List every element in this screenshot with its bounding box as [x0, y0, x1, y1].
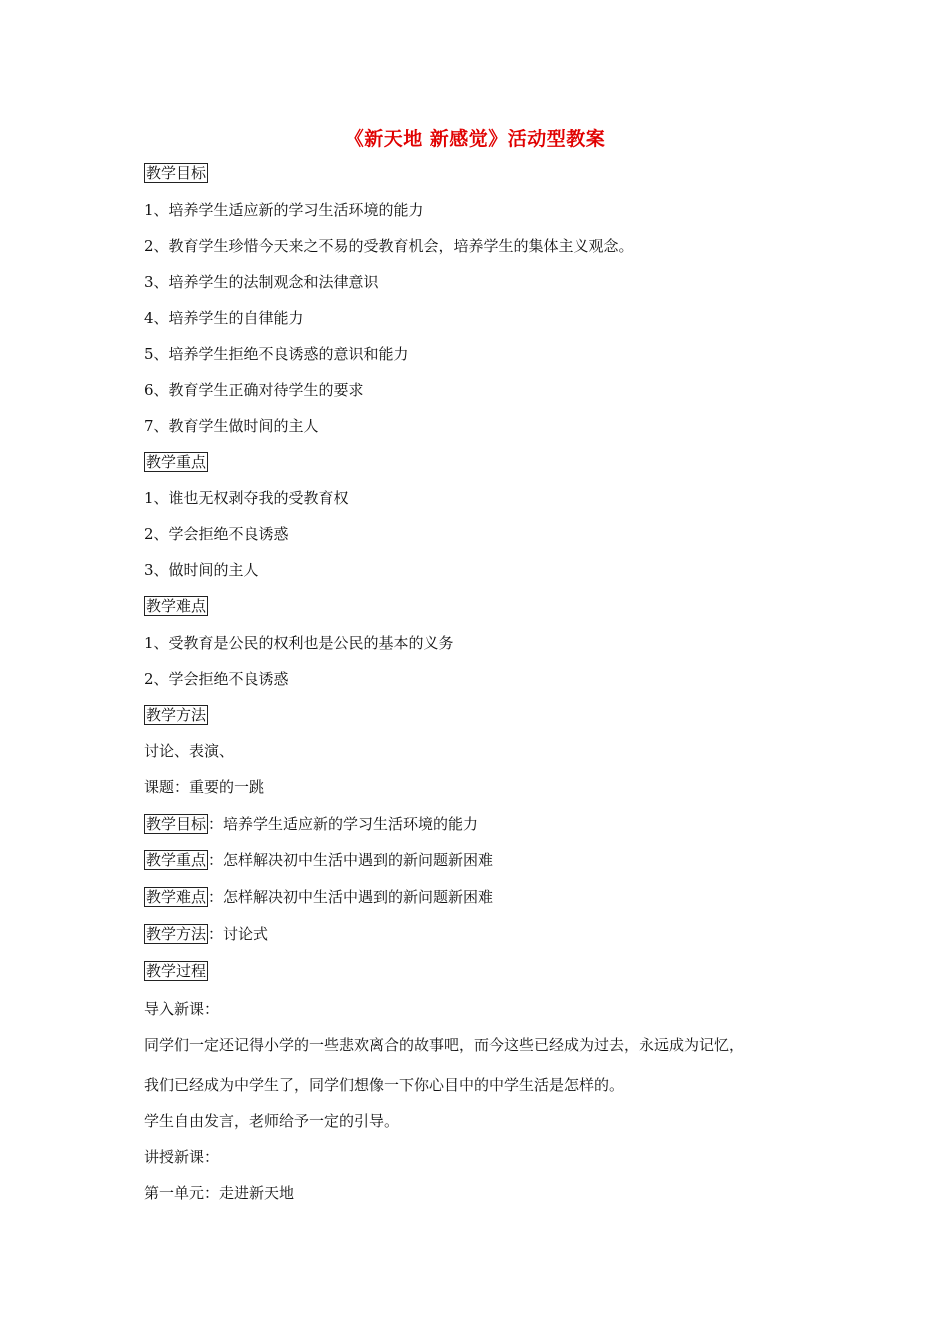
lesson-key-text: ：怎样解决初中生活中遇到的新问题新困难 [208, 851, 494, 869]
document-title: 《新天地 新感觉》活动型教案 [344, 128, 606, 150]
heading-label: 教学重点 [146, 851, 207, 869]
heading-label: 教学目标 [146, 815, 207, 833]
heading-label: 教学难点 [146, 888, 207, 906]
new-lesson-label: 讲授新课： [144, 1148, 220, 1166]
goal-item-1: 1、培养学生适应新的学习生活环境的能力 [144, 201, 424, 219]
goal-item-4: 4、培养学生的自律能力 [144, 309, 304, 327]
heading-label: 教学方法 [146, 706, 207, 724]
goal-item-7: 7、教育学生做时间的主人 [144, 417, 319, 435]
intro-label: 导入新课： [144, 1000, 220, 1018]
unit-title: 第一单元：走进新天地 [144, 1184, 295, 1202]
lesson-method [144, 924, 268, 944]
heading-label: 教学目标 [146, 164, 207, 182]
goal-item-6: 6、教育学生正确对待学生的要求 [144, 381, 364, 399]
intro-line-2: 我们已经成为中学生了，同学们想像一下你心目中的中学生活是怎样的。 [144, 1076, 625, 1094]
lesson-title: 课题：重要的一跳 [144, 778, 265, 796]
heading-methods [144, 705, 208, 725]
goal-item-5: 5、培养学生拒绝不良诱惑的意识和能力 [144, 345, 409, 363]
lesson-goal-text: ：培养学生适应新的学习生活环境的能力 [208, 815, 479, 833]
methods-text: 讨论、表演、 [144, 742, 235, 760]
key-point-2: 2、学会拒绝不良诱惑 [144, 525, 289, 543]
lesson-goal [144, 814, 478, 834]
lesson-difficulty [144, 887, 493, 907]
heading-label: 教学难点 [146, 597, 207, 615]
lesson-method-text: ：讨论式 [208, 925, 269, 943]
difficulty-1: 1、受教育是公民的权利也是公民的基本的义务 [144, 634, 454, 652]
lesson-key-point [144, 850, 493, 870]
goal-item-2: 2、教育学生珍惜今天来之不易的受教育机会，培养学生的集体主义观念。 [144, 237, 634, 255]
student-activity: 学生自由发言，老师给予一定的引导。 [144, 1112, 400, 1130]
difficulty-2: 2、学会拒绝不良诱惑 [144, 670, 289, 688]
heading-label: 教学重点 [146, 453, 207, 471]
key-point-3: 3、做时间的主人 [144, 561, 259, 579]
lesson-difficulty-text: ：怎样解决初中生活中遇到的新问题新困难 [208, 888, 494, 906]
intro-line-1: 同学们一定还记得小学的一些悲欢离合的故事吧，而今这些已经成为过去，永远成为记忆， [144, 1036, 745, 1054]
heading-difficulties [144, 596, 208, 616]
heading-label: 教学方法 [146, 925, 207, 943]
heading-teaching-goal [144, 163, 208, 183]
heading-key-points [144, 452, 208, 472]
goal-item-3: 3、培养学生的法制观念和法律意识 [144, 273, 379, 291]
heading-process [144, 961, 208, 981]
key-point-1: 1、谁也无权剥夺我的受教育权 [144, 489, 349, 507]
heading-label: 教学过程 [146, 962, 207, 980]
